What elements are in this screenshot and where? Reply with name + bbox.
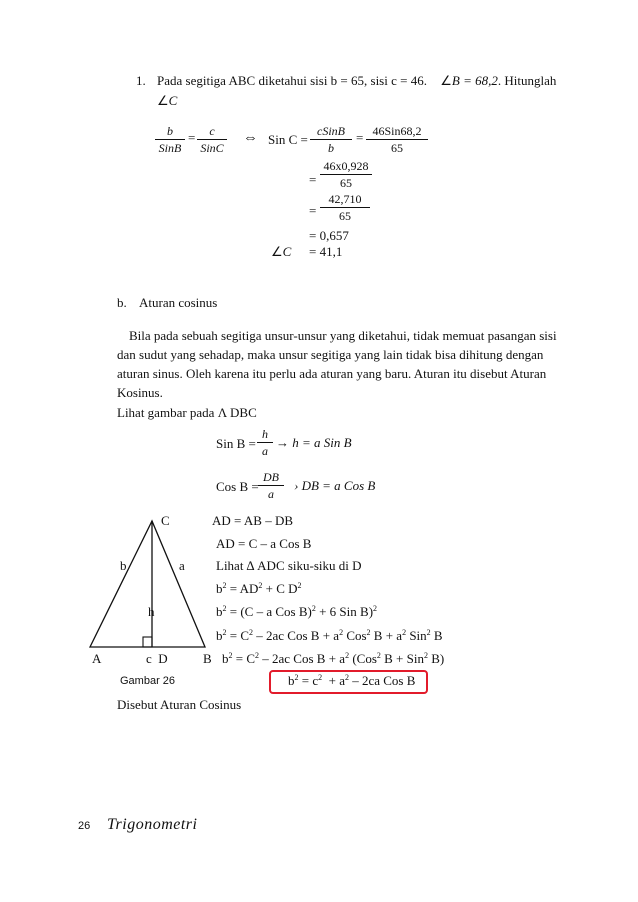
step3-num: 42,710 [320, 192, 370, 208]
sinb-num: h [257, 427, 273, 443]
derivation-line-4: $b^2 = AD^2 + C$ $D^2$ [216, 581, 302, 596]
derivation-line-5: $b^2 = (C - a$ Cos B)$^2$ + 6 Sin B)$^2$ [216, 604, 378, 619]
ratio-b [155, 124, 185, 156]
closing-text: Disebut Aturan Cosinus [117, 697, 242, 712]
height-h-label: h [148, 604, 155, 619]
derivation-line-1: AD = AB – DB [212, 513, 294, 528]
sinb-fraction [257, 427, 273, 459]
step1b-num: 46Sin68,2 [366, 124, 428, 140]
step2-num: 46x0,928 [320, 159, 372, 175]
page-number: 26 [78, 820, 91, 832]
side-b-label: b [120, 558, 127, 573]
sinb-result: → h = a Sin B [276, 435, 352, 450]
step1-den: b [328, 141, 334, 155]
problem-angle-given: B = 68,2 [451, 73, 498, 88]
ratio-b-den: SinB [158, 141, 182, 155]
step1-num: cSinB [310, 124, 352, 140]
triangle-abc [90, 521, 205, 647]
angle-symbol-icon: ∠ [440, 73, 452, 88]
cosb-num: DB [258, 470, 284, 486]
vertex-c-label: C [161, 513, 170, 528]
side-a-label: a [179, 558, 185, 573]
cosine-rule-formula: $b^2 = c^2 + a^2 - 2ca$ Cos B [288, 673, 416, 688]
final-angle [271, 244, 291, 260]
sinb-den: a [262, 444, 268, 458]
section-paragraph: Bila pada sebuah segitiga unsur-unsur yang diketahui, tidak memuat pasangan sisi dan sudut yang sehadap, maka unsur segitiga yang lain tidak bisa dihitung dengan aturan sinus. Oleh karena itu perlu ada aturan yang baru. Aturan itu disebut Aturan Kosinus. [117, 328, 557, 400]
step4-value: 0,657 [319, 228, 349, 243]
derivation-line-6: $b^2 = C^2 - 2ac$ Cos $B + a^2$ Cos$^2$ $B + a^2$ Sin$^2$ B [216, 628, 443, 643]
equals-sign: = [356, 130, 364, 145]
vertex-b-label: B [203, 651, 212, 666]
ratio-b-num: b [155, 124, 185, 140]
ratio-c [197, 124, 227, 156]
cosb-fraction [258, 470, 284, 502]
ratio-c-num: c [197, 124, 227, 140]
triangle-figure [80, 515, 230, 655]
section-heading: Aturan cosinus [139, 295, 218, 310]
sinb-label: Sin B = [216, 436, 256, 451]
equivalence-arrow-icon: ⇔ [243, 130, 258, 146]
angle-symbol-icon: ∠ [157, 93, 169, 108]
step2-den: 65 [340, 176, 352, 190]
angle-symbol-icon: ∠ [271, 244, 283, 259]
problem-ask: . Hitunglah [497, 73, 557, 88]
step1-fraction [310, 124, 352, 156]
ratio-c-den: SinC [200, 141, 224, 155]
equals-sign: = [188, 130, 196, 145]
derivation-line-3: Lihat ∆ ADC siku-siku di D [216, 558, 362, 573]
problem-statement: Pada segitiga ABC diketahui sisi b = 65, sisi c = 46. [157, 73, 427, 88]
problem-angle-asked [157, 93, 177, 109]
step3-fraction [320, 192, 370, 224]
vertex-a-label: A [92, 651, 102, 666]
step1b-den: 65 [391, 141, 403, 155]
figure-caption: Gambar 26 [120, 675, 176, 687]
running-title: Trigonometri [107, 816, 198, 833]
angle-asked-label: C [168, 93, 178, 108]
cosb-result: › DB = a Cos B [294, 478, 376, 493]
section-letter: b. [117, 295, 127, 310]
problem-text [157, 73, 556, 89]
cosb-label: Cos B = [216, 479, 259, 494]
derivation-line-2: AD = C – a Cos B [216, 536, 312, 551]
derivation-line-7: $b^2 = C^2 - 2ac$ Cos $B + a^2$ (Cos$^2$ B + Sin$^2$ B) [222, 651, 445, 666]
right-angle-marker [143, 637, 152, 647]
problem-number: 1. [136, 73, 146, 88]
step4: = 0,657 [309, 228, 349, 243]
sinc-label: Sin C = [268, 132, 308, 147]
step3-den: 65 [339, 209, 351, 223]
equals-sign: = [309, 203, 317, 218]
point-cd-label: c D [146, 651, 168, 666]
final-angle-label: C [282, 244, 292, 259]
step2-fraction [320, 159, 372, 191]
lihat-text: Lihat gambar pada Λ DBC [117, 405, 257, 420]
step1b-fraction [366, 124, 428, 156]
cosb-den: a [268, 487, 274, 501]
final-value: = 41,1 [309, 244, 343, 259]
equals-sign: = [309, 172, 317, 187]
